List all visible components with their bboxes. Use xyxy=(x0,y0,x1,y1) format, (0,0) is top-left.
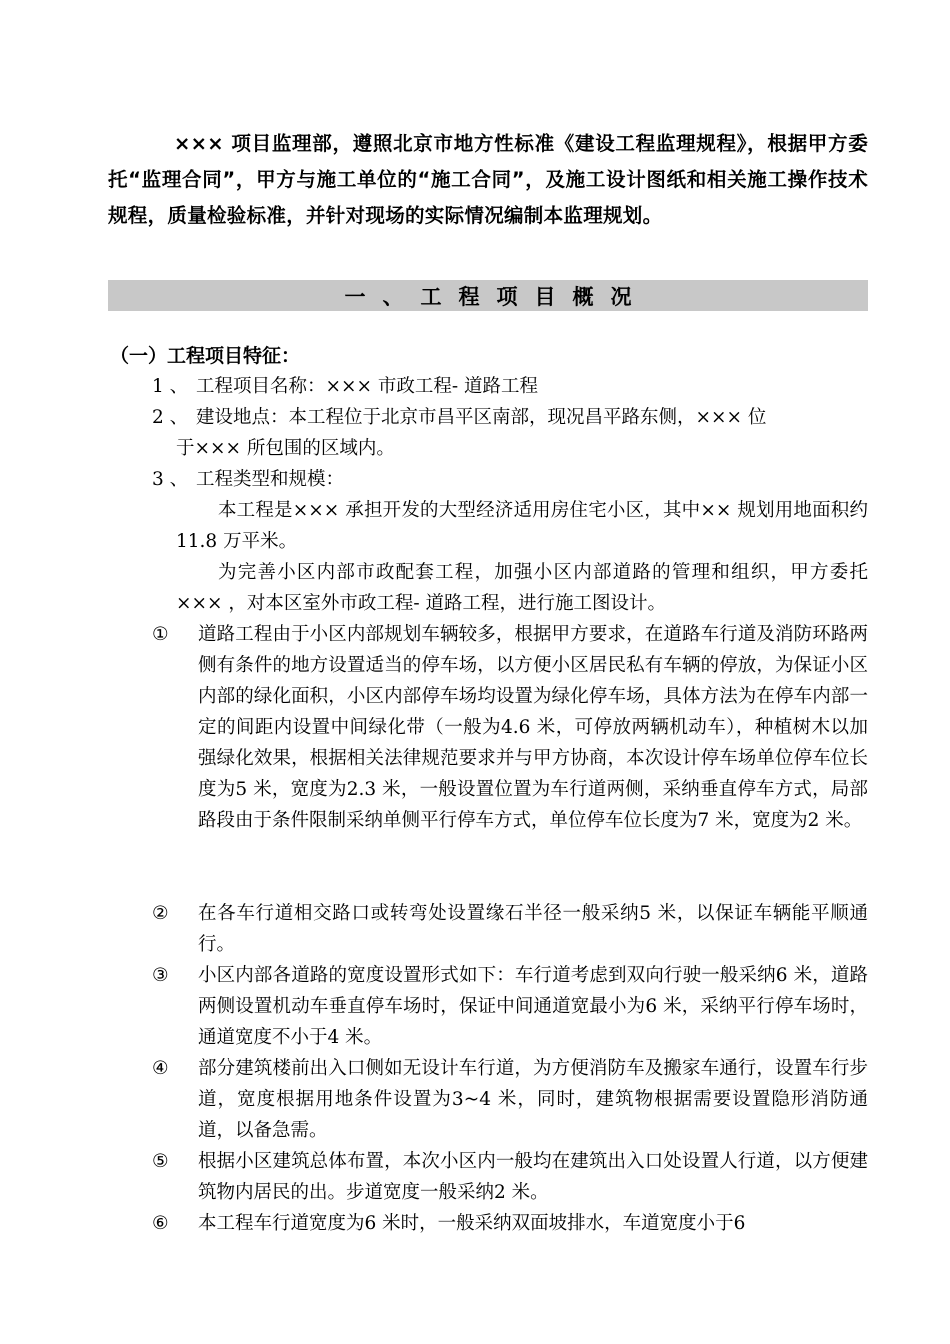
circled-item-5 xyxy=(152,1146,868,1208)
list-item-text: 工程类型和规模： xyxy=(196,469,345,490)
list-item-2 xyxy=(152,402,868,464)
list-item-number: 2 、 xyxy=(152,407,189,428)
body-paragraph-1: 本工程是××× 承担开发的大型经济适用房住宅小区，其中×× 规划用地面积约11.8 万平米。 xyxy=(176,500,868,552)
circled-item-2 xyxy=(152,898,868,960)
list-item-continuation: 于××× 所包围的区域内。 xyxy=(176,438,395,459)
body-paragraph-2: 为完善小区内部市政配套工程，加强小区内部道路的管理和组织，甲方委托××× ，对本区室外市政工程- 道路工程，进行施工图设计。 xyxy=(176,562,868,614)
circled-item-text: 在各车行道相交路口或转弯处设置缘石半径一般采纳5 米，以保证车辆能平顺通行。 xyxy=(198,903,868,955)
circled-number-marker: ⑥ xyxy=(152,1213,169,1234)
circled-number-marker: ③ xyxy=(152,965,169,986)
list-item-number: 1 、 xyxy=(152,376,189,397)
circled-item-3 xyxy=(152,960,868,1053)
circled-item-1 xyxy=(152,619,868,836)
intro-paragraph: ××× 项目监理部，遵照北京市地方性标准《建设工程监理规程》，根据甲方委托“监理合同”，甲方与施工单位的“施工合同”，及施工设计图纸和相关施工操作技术规程，质量检验标准，并针对现场的实际情况编制本监理规划。 xyxy=(108,132,868,227)
circled-number-marker: ⑤ xyxy=(152,1151,169,1172)
list-item-text: 建设地点：本工程位于北京市昌平区南部，现况昌平路东侧，××× 位 xyxy=(196,407,767,428)
circled-item-text: 小区内部各道路的宽度设置形式如下：车行道考虑到双向行驶一般采纳6 米，道路两侧设置机动车垂直停车场时，保证中间通道宽最小为6 米，采纳平行停车场时，通道宽度不小于4 米。 xyxy=(198,965,868,1048)
circled-item-text: 根据小区建筑总体布置，本次小区内一般均在建筑出入口处设置人行道，以方便建筑物内居民的出。步道宽度一般采纳2 米。 xyxy=(198,1151,868,1203)
circled-item-4 xyxy=(152,1053,868,1146)
circled-number-marker: ② xyxy=(152,903,169,924)
section-header-bar xyxy=(108,280,868,311)
circled-item-text: 部分建筑楼前出入口侧如无设计车行道，为方便消防车及搬家车通行，设置车行步道，宽度根据用地条件设置为3~4 米，同时，建筑物根据需要设置隐形消防通道，以备急需。 xyxy=(198,1058,868,1141)
circled-number-marker: ① xyxy=(152,624,169,645)
list-item-text: 工程项目名称：××× 市政工程- 道路工程 xyxy=(196,376,539,397)
circled-number-marker: ④ xyxy=(152,1058,169,1079)
section-title: 一、工程项目概况 xyxy=(344,284,649,309)
list-item-number: 3 、 xyxy=(152,469,189,490)
list-item-1 xyxy=(152,371,868,402)
circled-item-text: 道路工程由于小区内部规划车辆较多，根据甲方要求，在道路车行道及消防环路两侧有条件的地方设置适当的停车场，以方便小区居民私有车辆的停放，为保证小区内部的绿化面积，小区内部停车场均设置为绿化停车场，具体方法为在停车内部一定的间距内设置中间绿化带（一般为4.6 米，可停放两辆机动车），种植树木以加强绿化效果，根据相关法律规范要求并与甲方协商，本次设计停车场单位停车位长度为5 米，宽度为2.3 米，一般设置位置为车行道两侧，采纳垂直停车方式，局部路段由于条件限制采纳单侧平行停车方式，单位停车位长度为7 米，宽度为2 米。 xyxy=(198,624,868,831)
subsection-heading: （一）工程项目特征： xyxy=(110,345,301,367)
circled-item-6 xyxy=(152,1208,868,1239)
circled-item-text: 本工程车行道宽度为6 米时，一般采纳双面坡排水，车道宽度小于6 xyxy=(198,1213,746,1234)
list-item-3 xyxy=(152,464,868,495)
